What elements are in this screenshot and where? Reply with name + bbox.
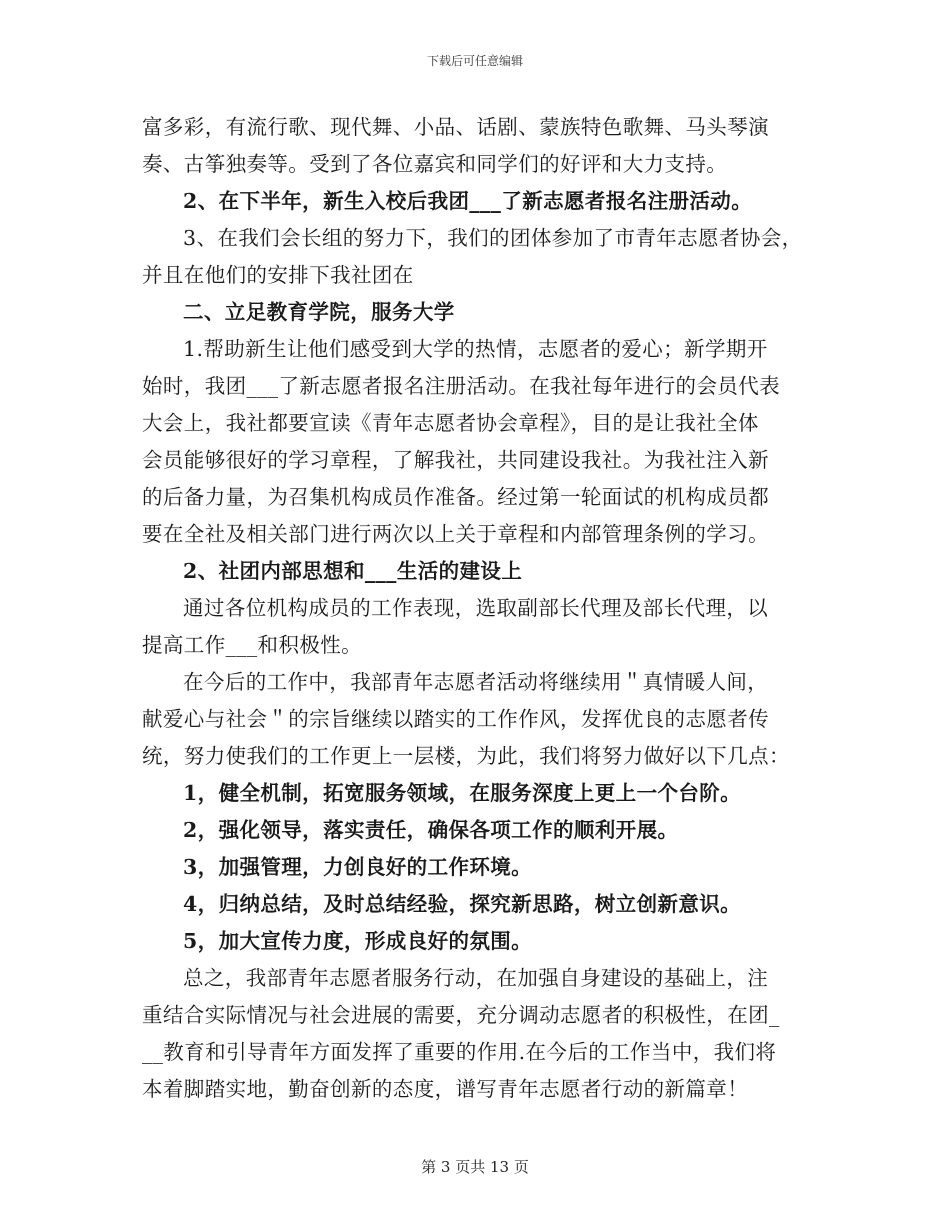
text-line: 总之，我部青年志愿者服务行动，在加强自身建设的基础上，注	[183, 966, 769, 990]
text-line: 并且在他们的安排下我社团在	[142, 263, 414, 287]
text-line: 要在全社及相关部门进行两次以上关于章程和内部管理条例的学习。	[142, 522, 769, 546]
text-line: 的后备力量，为召集机构成员作准备。经过第一轮面试的机构成员都	[142, 485, 769, 509]
section-heading: 二、立足教育学院，服务大学	[183, 300, 455, 324]
list-item: 1，健全机制，拓宽服务领域，在服务深度上更上一个台阶。	[183, 781, 742, 805]
page-header: 下载后可任意编辑	[426, 54, 523, 68]
text-line: 3、在我们会长组的努力下，我们的团体参加了市青年志愿者协会，	[183, 226, 803, 250]
text-line: 始时，我团___了新志愿者报名注册活动。在我社每年进行的会员代表	[142, 374, 781, 398]
page-footer: 第 3 页共 13 页	[421, 1158, 529, 1176]
list-item: 2，强化领导，落实责任，确保各项工作的顺利开展。	[183, 818, 679, 842]
text-line: 会员能够很好的学习章程，了解我社，共同建设我社。为我社注入新	[142, 448, 769, 472]
text-line: 献爱心与社会＂的宗旨继续以踏实的工作作风，发挥优良的志愿者传	[142, 707, 769, 731]
text-line: __教育和引导青年方面发挥了重要的作用.在今后的工作当中，我们将	[142, 1040, 777, 1064]
section-heading: 2、社团内部思想和___生活的建设上	[183, 559, 523, 583]
list-item: 4，归纳总结，及时总结经验，探究新思路，树立创新意识。	[183, 892, 742, 916]
text-line: 提高工作___和积极性。	[142, 633, 363, 657]
text-line: 奏、古筝独奏等。受到了各位嘉宾和同学们的好评和大力支持。	[142, 152, 728, 176]
text-line: 通过各位机构成员的工作表现，选取副部长代理及部长代理，以	[183, 596, 769, 620]
text-line: 1.帮助新生让他们感受到大学的热情，志愿者的爱心；新学期开	[183, 337, 768, 361]
text-line: 富多彩，有流行歌、现代舞、小品、话剧、蒙族特色歌舞、马头琴演	[142, 115, 769, 139]
document-body	[142, 109, 812, 1108]
text-line: 在今后的工作中，我部青年志愿者活动将继续用＂真情暖人间，	[183, 670, 769, 694]
text-line: 重结合实际情况与社会进展的需要，充分调动志愿者的积极性，在团_	[142, 1003, 780, 1027]
text-line: 2、在下半年，新生入校后我团___了新志愿者报名注册活动。	[183, 189, 753, 213]
text-line: 本着脚踏实地，勤奋创新的态度，谱写青年志愿者行动的新篇章！	[142, 1077, 749, 1101]
text-line: 统，努力使我们的工作更上一层楼，为此，我们将努力做好以下几点：	[142, 744, 790, 768]
text-line: 大会上，我社都要宣读《青年志愿者协会章程》，目的是让我社全体	[142, 411, 759, 435]
list-item: 3，加强管理，力创良好的工作环境。	[183, 855, 533, 879]
list-item: 5，加大宣传力度，形成良好的氛围。	[183, 929, 533, 953]
